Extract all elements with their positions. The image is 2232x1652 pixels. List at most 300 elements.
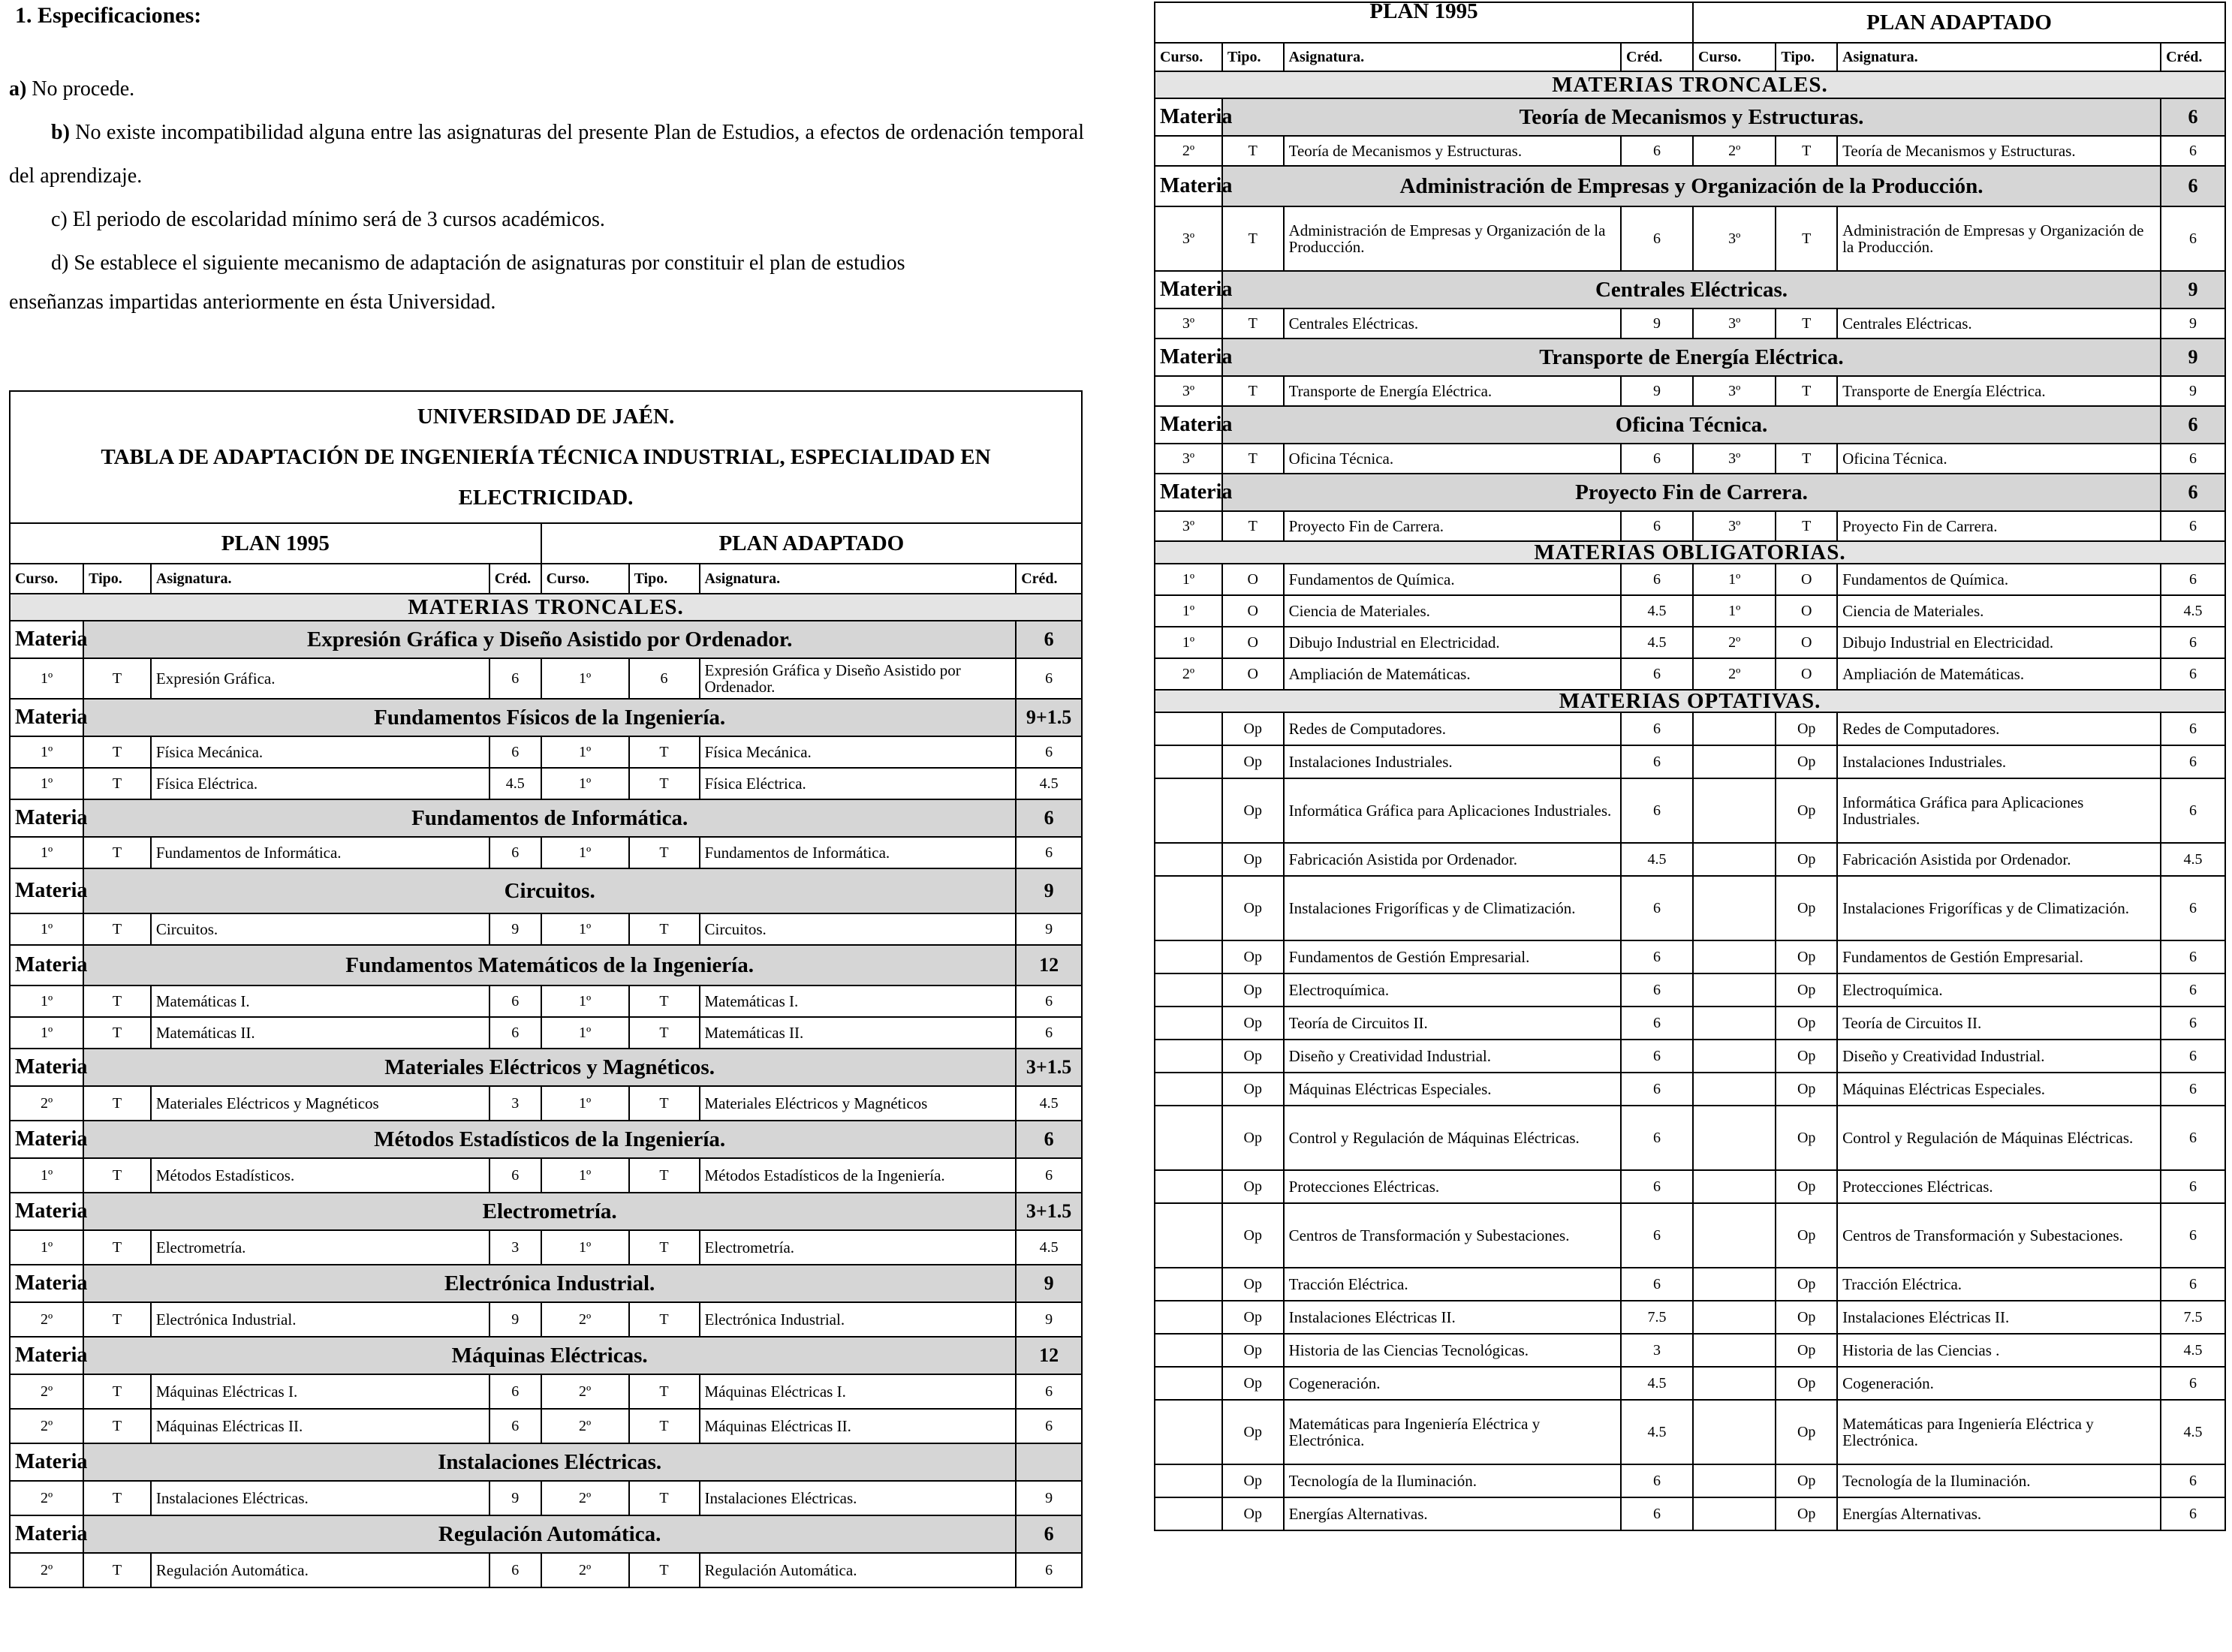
creditos-adaptado: 4.5 [2161,1334,2225,1367]
curso-1995: 1º [10,913,83,945]
materia-credits: 9+1.5 [1016,699,1082,736]
asignatura-1995: Administración de Empresas y Organización de la Producción. [1284,206,1621,271]
tipo-1995: O [1222,564,1284,595]
asignatura-adaptado: Física Eléctrica. [700,768,1017,799]
tipo-adaptado: Op [1776,973,1837,1007]
materia-label: Materia [1155,406,1222,444]
plan-1995-header: PLAN 1995 [10,523,541,564]
materia-row [10,699,1082,736]
tipo-adaptado: 6 [629,658,700,699]
creditos-adaptado: 6 [1016,1017,1082,1049]
subject-row [1155,1268,2225,1301]
subject-row [1155,1334,2225,1367]
asignatura-adaptado: Fundamentos de Informática. [700,837,1017,868]
asignatura-adaptado: Fundamentos de Química. [1837,564,2161,595]
tipo-adaptado: Op [1776,1007,1837,1040]
creditos-1995: 6 [1621,136,1693,166]
tipo-1995: Op [1222,940,1284,973]
curso-1995: 1º [1155,564,1222,595]
tipo-1995: Op [1222,843,1284,876]
creditos-1995: 6 [1621,973,1693,1007]
materia-name: Expresión Gráfica y Diseño Asistido por Ordenador. [83,621,1016,658]
materia-label: Materia [10,699,83,736]
tipo-1995: Op [1222,778,1284,843]
creditos-1995: 6 [1621,1073,1693,1106]
creditos-1995: 4.5 [1621,843,1693,876]
subject-row [1155,940,2225,973]
asignatura-adaptado: Ampliación de Matemáticas. [1837,658,2161,690]
asignatura-1995: Dibujo Industrial en Electricidad. [1284,627,1621,658]
creditos-adaptado: 6 [2161,1007,2225,1040]
curso-1995: 2º [10,1374,83,1409]
curso-adaptado [1693,1464,1776,1497]
subject-row [10,1481,1082,1515]
curso-adaptado: 1º [541,1230,629,1265]
subject-row [1155,206,2225,271]
curso-adaptado: 1º [1693,595,1776,627]
curso-adaptado [1693,1073,1776,1106]
subject-row [10,913,1082,945]
creditos-1995: 3 [489,1086,541,1121]
creditos-1995: 4.5 [1621,595,1693,627]
creditos-1995: 6 [1621,1497,1693,1530]
materia-name: Electrometría. [83,1193,1016,1230]
tipo-1995: T [83,768,151,799]
tipo-1995: T [83,985,151,1017]
creditos-adaptado: 6 [1016,1374,1082,1409]
tipo-adaptado: Op [1776,745,1837,778]
creditos-adaptado: 6 [1016,736,1082,768]
creditos-adaptado: 6 [2161,564,2225,595]
plan-adaptado-header-right: PLAN ADAPTADO [1693,2,2225,43]
curso-adaptado [1693,876,1776,940]
asignatura-1995: Electrometría. [151,1230,489,1265]
subject-row [1155,712,2225,745]
curso-1995 [1155,1334,1222,1367]
curso-adaptado [1693,1040,1776,1073]
asignatura-1995: Fundamentos de Química. [1284,564,1621,595]
creditos-1995: 4.5 [489,768,541,799]
curso-1995 [1155,712,1222,745]
asignatura-adaptado: Oficina Técnica. [1837,444,2161,474]
curso-adaptado: 1º [541,768,629,799]
curso-1995: 1º [10,736,83,768]
asignatura-adaptado: Materiales Eléctricos y Magnéticos [700,1086,1017,1121]
subject-row [1155,1170,2225,1203]
creditos-1995: 3 [489,1230,541,1265]
curso-adaptado [1693,940,1776,973]
materia-credits: 9 [2161,271,2225,308]
asignatura-adaptado: Máquinas Eléctricas II. [700,1409,1017,1443]
subject-row [1155,843,2225,876]
spec-a: a) No procede. [9,77,135,101]
materia-label: Materia [1155,339,1222,376]
curso-1995 [1155,843,1222,876]
tipo-adaptado: T [629,913,700,945]
curso-1995: 1º [1155,627,1222,658]
subject-row [1155,136,2225,166]
materia-row [10,945,1082,985]
tipo-adaptado: T [1776,511,1837,541]
adaptation-table-left [9,390,1083,1588]
materia-credits: 6 [1016,621,1082,658]
materia-label: Materia [1155,474,1222,511]
materia-name: Regulación Automática. [83,1515,1016,1553]
tipo-adaptado: T [629,985,700,1017]
curso-1995: 1º [10,837,83,868]
materia-credits: 6 [2161,98,2225,136]
creditos-1995: 6 [1621,1106,1693,1170]
asignatura-adaptado: Circuitos. [700,913,1017,945]
asignatura-1995: Energías Alternativas. [1284,1497,1621,1530]
tipo-1995: Op [1222,745,1284,778]
curso-1995 [1155,1106,1222,1170]
curso-1995 [1155,778,1222,843]
tipo-1995: O [1222,595,1284,627]
materia-row [1155,474,2225,511]
creditos-adaptado: 6 [2161,511,2225,541]
asignatura-adaptado: Historia de las Ciencias . [1837,1334,2161,1367]
subject-row [10,1158,1082,1193]
tipo-adaptado: T [629,1086,700,1121]
asignatura-1995: Informática Gráfica para Aplicaciones Industriales. [1284,778,1621,843]
tipo-adaptado: T [629,768,700,799]
creditos-adaptado: 6 [2161,1203,2225,1268]
asignatura-1995: Protecciones Eléctricas. [1284,1170,1621,1203]
asignatura-adaptado: Máquinas Eléctricas Especiales. [1837,1073,2161,1106]
creditos-1995: 6 [1621,1007,1693,1040]
materia-name: Fundamentos de Informática. [83,799,1016,837]
creditos-adaptado: 6 [2161,778,2225,843]
tipo-adaptado: Op [1776,1040,1837,1073]
tipo-adaptado: T [1776,376,1837,406]
curso-adaptado: 1º [541,985,629,1017]
materia-row [1155,406,2225,444]
asignatura-1995: Proyecto Fin de Carrera. [1284,511,1621,541]
curso-1995: 1º [10,1230,83,1265]
curso-1995: 1º [10,768,83,799]
asignatura-1995: Máquinas Eléctricas I. [151,1374,489,1409]
tipo-1995: Op [1222,1268,1284,1301]
curso-adaptado: 3º [1693,511,1776,541]
creditos-1995: 6 [1621,1170,1693,1203]
curso-adaptado: 3º [1693,308,1776,339]
asignatura-1995: Teoría de Mecanismos y Estructuras. [1284,136,1621,166]
curso-1995: 1º [10,985,83,1017]
materia-row [10,621,1082,658]
curso-adaptado: 1º [541,1086,629,1121]
materia-label: Materia [1155,98,1222,136]
materia-label: Materia [10,945,83,985]
creditos-adaptado: 6 [2161,444,2225,474]
asignatura-1995: Centrales Eléctricas. [1284,308,1621,339]
tipo-adaptado: T [629,1409,700,1443]
tipo-adaptado: T [629,1553,700,1587]
materia-name: Fundamentos Matemáticos de la Ingeniería. [83,945,1016,985]
tipo-1995: T [83,1302,151,1337]
materia-row [10,1515,1082,1553]
materia-label: Materia [10,1443,83,1481]
creditos-1995: 9 [1621,376,1693,406]
tipo-adaptado: Op [1776,1203,1837,1268]
materia-label: Materia [10,868,83,913]
subject-row [1155,778,2225,843]
asignatura-1995: Máquinas Eléctricas II. [151,1409,489,1443]
curso-adaptado: 2º [541,1553,629,1587]
tipo-1995: Op [1222,973,1284,1007]
creditos-adaptado: 6 [2161,658,2225,690]
asignatura-1995: Diseño y Creatividad Industrial. [1284,1040,1621,1073]
asignatura-1995: Tecnología de la Iluminación. [1284,1464,1621,1497]
curso-adaptado: 2º [541,1409,629,1443]
asignatura-adaptado: Matemáticas para Ingeniería Eléctrica y Electrónica. [1837,1400,2161,1464]
creditos-adaptado: 6 [1016,837,1082,868]
tipo-adaptado: Op [1776,778,1837,843]
creditos-adaptado: 6 [2161,206,2225,271]
materia-credits: 12 [1016,945,1082,985]
materia-name: Instalaciones Eléctricas. [83,1443,1016,1481]
creditos-1995: 6 [489,736,541,768]
tipo-1995: T [83,1553,151,1587]
tipo-adaptado: T [629,736,700,768]
asignatura-1995: Teoría de Circuitos II. [1284,1007,1621,1040]
tipo-1995: T [83,1409,151,1443]
curso-adaptado [1693,1334,1776,1367]
creditos-adaptado: 4.5 [1016,1230,1082,1265]
curso-1995 [1155,940,1222,973]
asignatura-1995: Física Mecánica. [151,736,489,768]
materia-row [1155,166,2225,206]
asignatura-adaptado: Diseño y Creatividad Industrial. [1837,1040,2161,1073]
curso-adaptado: 1º [541,837,629,868]
tipo-adaptado: Op [1776,712,1837,745]
materia-name: Materiales Eléctricos y Magnéticos. [83,1049,1016,1086]
creditos-1995: 4.5 [1621,1400,1693,1464]
subject-row [10,1374,1082,1409]
tipo-1995: Op [1222,1400,1284,1464]
asignatura-adaptado: Protecciones Eléctricas. [1837,1170,2161,1203]
creditos-adaptado: 6 [2161,627,2225,658]
subject-row [10,1553,1082,1587]
curso-adaptado: 2º [1693,627,1776,658]
creditos-1995: 6 [489,837,541,868]
tipo-1995: T [83,1086,151,1121]
curso-adaptado: 2º [1693,136,1776,166]
section-optativas: MATERIAS OPTATIVAS. [1155,690,2225,712]
curso-adaptado [1693,778,1776,843]
asignatura-adaptado: Control y Regulación de Máquinas Eléctricas. [1837,1106,2161,1170]
curso-1995 [1155,1203,1222,1268]
curso-adaptado [1693,1268,1776,1301]
asignatura-adaptado: Matemáticas I. [700,985,1017,1017]
tipo-adaptado: O [1776,564,1837,595]
materia-credits: 12 [1016,1337,1082,1374]
tipo-1995: T [83,1158,151,1193]
asignatura-adaptado: Regulación Automática. [700,1553,1017,1587]
curso-adaptado: 2º [541,1481,629,1515]
asignatura-1995: Matemáticas I. [151,985,489,1017]
materia-name: Teoría de Mecanismos y Estructuras. [1222,98,2161,136]
tipo-adaptado: T [1776,136,1837,166]
materia-credits: 3+1.5 [1016,1193,1082,1230]
asignatura-adaptado: Energías Alternativas. [1837,1497,2161,1530]
tipo-1995: Op [1222,1367,1284,1400]
creditos-1995: 6 [489,658,541,699]
materia-row [1155,271,2225,308]
column-header-row: Curso. Tipo. Asignatura. Créd. Curso. Tipo. Asignatura. Créd. [10,564,1082,594]
tipo-adaptado: Op [1776,876,1837,940]
spec-c: c) El periodo de escolaridad mínimo será de 3 cursos académicos. [51,208,605,231]
creditos-1995: 6 [1621,876,1693,940]
creditos-1995: 6 [1621,1464,1693,1497]
section-obligatorias: MATERIAS OBLIGATORIAS. [1155,541,2225,564]
creditos-adaptado: 6 [2161,1073,2225,1106]
curso-adaptado: 3º [1693,444,1776,474]
asignatura-adaptado: Electrónica Industrial. [700,1302,1017,1337]
creditos-1995: 6 [1621,206,1693,271]
creditos-1995: 6 [489,1409,541,1443]
materia-row [10,1337,1082,1374]
subject-row [10,736,1082,768]
creditos-adaptado: 9 [1016,1302,1082,1337]
asignatura-adaptado: Física Mecánica. [700,736,1017,768]
materia-credits: 9 [1016,1265,1082,1302]
creditos-adaptado: 9 [2161,308,2225,339]
asignatura-1995: Instalaciones Frigoríficas y de Climatización. [1284,876,1621,940]
creditos-adaptado: 6 [2161,1170,2225,1203]
subject-row [10,1302,1082,1337]
subject-row [1155,973,2225,1007]
curso-1995 [1155,1007,1222,1040]
asignatura-adaptado: Expresión Gráfica y Diseño Asistido por Ordenador. [700,658,1017,699]
tipo-1995: T [83,1230,151,1265]
section-troncales: MATERIAS TRONCALES. [10,594,1082,621]
creditos-adaptado: 4.5 [1016,1086,1082,1121]
materia-label: Materia [10,621,83,658]
materia-label: Materia [10,1515,83,1553]
asignatura-1995: Transporte de Energía Eléctrica. [1284,376,1621,406]
creditos-adaptado: 6 [2161,1497,2225,1530]
creditos-1995: 9 [489,1302,541,1337]
tipo-1995: T [1222,444,1284,474]
subject-row [1155,1464,2225,1497]
asignatura-1995: Historia de las Ciencias Tecnológicas. [1284,1334,1621,1367]
asignatura-1995: Métodos Estadísticos. [151,1158,489,1193]
curso-adaptado: 1º [541,913,629,945]
materia-name: Centrales Eléctricas. [1222,271,2161,308]
creditos-1995: 6 [489,1374,541,1409]
curso-adaptado [1693,1170,1776,1203]
creditos-1995: 4.5 [1621,627,1693,658]
creditos-adaptado: 9 [2161,376,2225,406]
tipo-1995: T [1222,136,1284,166]
asignatura-1995: Matemáticas para Ingeniería Eléctrica y Electrónica. [1284,1400,1621,1464]
specifications-heading: 1. Especificaciones: [15,3,202,28]
creditos-adaptado: 4.5 [2161,1400,2225,1464]
curso-1995 [1155,1301,1222,1334]
tipo-adaptado: Op [1776,1367,1837,1400]
creditos-1995: 6 [1621,1040,1693,1073]
plan-adaptado-header: PLAN ADAPTADO [541,523,1082,564]
curso-1995: 2º [10,1086,83,1121]
tipo-1995: T [1222,206,1284,271]
spec-d-line2: enseñanzas impartidas anteriormente en ésta Universidad. [9,290,496,314]
creditos-adaptado: 6 [1016,1409,1082,1443]
asignatura-1995: Tracción Eléctrica. [1284,1268,1621,1301]
tipo-1995: Op [1222,1464,1284,1497]
subject-row [1155,1106,2225,1170]
creditos-1995: 6 [1621,564,1693,595]
materia-credits: 6 [2161,474,2225,511]
asignatura-1995: Materiales Eléctricos y Magnéticos [151,1086,489,1121]
curso-1995 [1155,1400,1222,1464]
materia-row [10,1121,1082,1158]
tipo-adaptado: T [629,1158,700,1193]
tipo-adaptado: Op [1776,1464,1837,1497]
creditos-adaptado: 9 [1016,913,1082,945]
subject-row [1155,658,2225,690]
asignatura-1995: Instalaciones Eléctricas. [151,1481,489,1515]
asignatura-1995: Ampliación de Matemáticas. [1284,658,1621,690]
materia-name: Métodos Estadísticos de la Ingeniería. [83,1121,1016,1158]
tipo-1995: Op [1222,1497,1284,1530]
tipo-adaptado: O [1776,627,1837,658]
creditos-1995: 6 [1621,778,1693,843]
asignatura-adaptado: Proyecto Fin de Carrera. [1837,511,2161,541]
tipo-1995: T [1222,376,1284,406]
curso-adaptado: 1º [1693,564,1776,595]
tipo-1995: O [1222,658,1284,690]
creditos-1995: 6 [489,985,541,1017]
asignatura-adaptado: Electrometría. [700,1230,1017,1265]
tipo-adaptado: Op [1776,1073,1837,1106]
curso-1995 [1155,973,1222,1007]
materia-label: Materia [10,1049,83,1086]
creditos-adaptado: 9 [1016,1481,1082,1515]
materia-row [10,1265,1082,1302]
subject-row [1155,308,2225,339]
creditos-1995: 6 [1621,1203,1693,1268]
asignatura-adaptado: Teoría de Circuitos II. [1837,1007,2161,1040]
materia-credits: 6 [2161,166,2225,206]
creditos-1995: 6 [1621,940,1693,973]
plan-1995-header-right: PLAN 1995 [1155,2,1693,43]
curso-1995: 2º [1155,658,1222,690]
curso-adaptado [1693,1007,1776,1040]
creditos-adaptado: 6 [2161,940,2225,973]
subject-row [1155,511,2225,541]
curso-1995: 2º [10,1409,83,1443]
curso-1995 [1155,745,1222,778]
materia-label: Materia [10,799,83,837]
curso-1995 [1155,1268,1222,1301]
curso-1995: 1º [10,658,83,699]
curso-adaptado: 1º [541,658,629,699]
table-title: TABLA DE ADAPTACIÓN DE INGENIERÍA TÉCNICA INDUSTRIAL, ESPECIALIDAD EN ELECTRICIDAD. [101,445,991,510]
tipo-adaptado: T [1776,206,1837,271]
subject-row [1155,1007,2225,1040]
materia-credits: 9 [1016,868,1082,913]
section-troncales-right: MATERIAS TRONCALES. [1155,71,2225,98]
materia-label: Materia [10,1121,83,1158]
asignatura-1995: Expresión Gráfica. [151,658,489,699]
subject-row [1155,876,2225,940]
subject-row [1155,1400,2225,1464]
curso-1995: 1º [10,1017,83,1049]
tipo-adaptado: Op [1776,1497,1837,1530]
materia-label: Materia [10,1265,83,1302]
curso-adaptado: 2º [541,1374,629,1409]
